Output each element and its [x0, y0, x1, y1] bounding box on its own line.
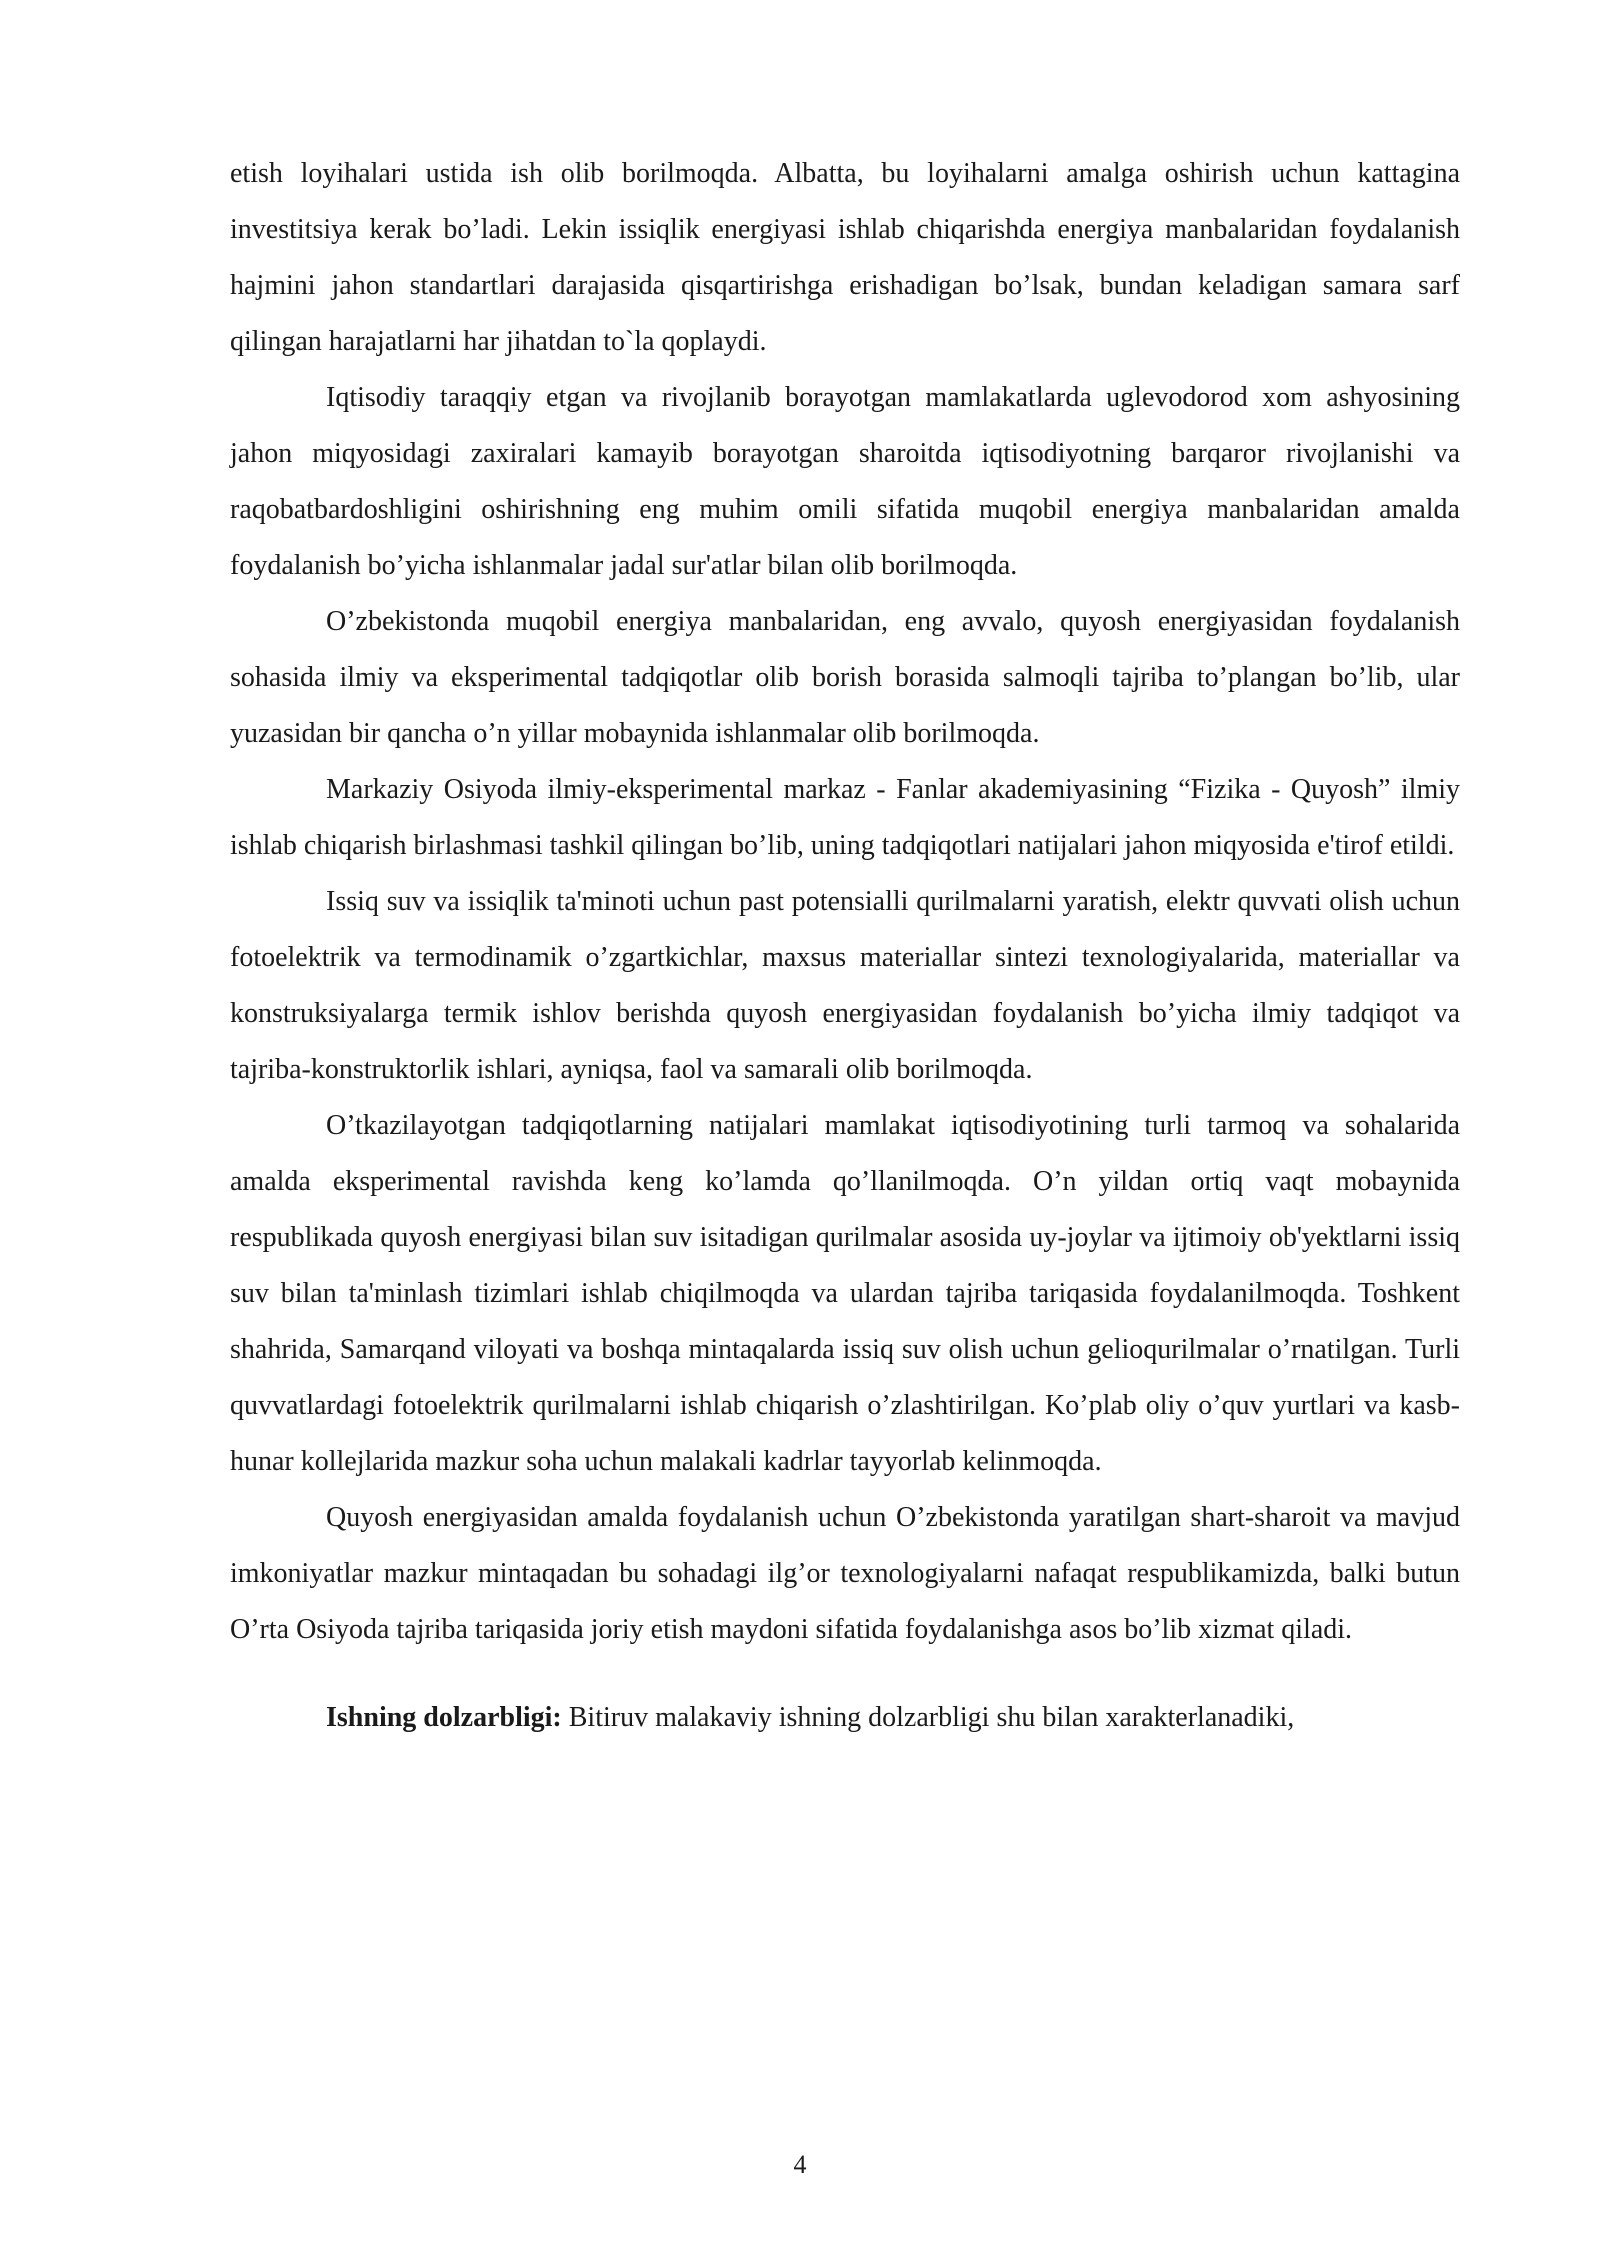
relevance-heading: Ishning dolzarbligi: — [326, 1702, 562, 1733]
paragraph-conditions: Quyosh energiyasidan amalda foydalanish uchun O’zbekistonda yaratilgan shart-sharoit va mavjud imkoniyatlar mazkur mintaqadan bu sohadagi ilg’or texnologiyalarni nafaqat respublikamizda, balki butun O’rta Osiyoda tajriba tariqasida joriy etish maydoni sifatida foydalanishga asos bo’lib xizmat qiladi. — [230, 1502, 1460, 1645]
paragraph-central-asia-center: Markaziy Osiyoda ilmiy-eksperimental markaz - Fanlar akademiyasining “Fizika - Quyosh” ilmiy ishlab chiqarish birlashmasi tashkil qilingan bo’lib, uning tadqiqotlari natijalari jahon miqyosida e'tirof etildi. — [230, 774, 1460, 861]
paragraph-spacer — [230, 1658, 1460, 1690]
page-number: 4 — [793, 2150, 807, 2179]
paragraph-research-results: O’tkazilayotgan tadqiqotlarning natijalari mamlakat iqtisodiyotining turli tarmoq va sohalarida amalda eksperimental ravishda keng ko’lamda qo’llanilmoqda. O’n yildan ortiq vaqt mobaynida respublikada quyosh energiyasi bilan suv isitadigan qurilmalar asosida uy-joylar va ijtimoiy ob'yektlarni issiq suv bilan ta'minlash tizimlari ishlab chiqilmoqda va ulardan tajriba tariqasida foydalanilmoqda. Toshkent shahrida, Samarqand viloyati va boshqa mintaqalarda issiq suv olish uchun gelioqurilmalar o’rnatilgan. Turli quvvatlardagi fotoelektrik qurilmalarni ishlab chiqarish o’zlashtirilgan. Ko’plab oliy o’quv yurtlari va kasb-hunar kollejlarida mazkur soha uchun malakali kadrlar tayyorlab kelinmoqda. — [230, 1110, 1460, 1477]
paragraph-installations: Issiq suv va issiqlik ta'minoti uchun past potensialli qurilmalarni yaratish, elektr quvvati olish uchun fotoelektrik va termodinamik o’zgartkichlar, maxsus materiallar sintezi texnologiyalarida, materiallar va konstruksiyalarga termik ishlov berishda quyosh energiyasidan foydalanish bo’yicha ilmiy tadqiqot va tajriba-konstruktorlik ishlari, ayniqsa, faol va samarali olib borilmoqda. — [230, 886, 1460, 1085]
paragraph-relevance — [230, 1690, 1460, 1746]
relevance-text: Bitiruv malakaviy ishning dolzarbligi shu bilan xarakterlanadiki, — [561, 1702, 1295, 1733]
document-body — [230, 146, 1460, 1746]
paragraph-economic-development: Iqtisodiy taraqqiy etgan va rivojlanib borayotgan mamlakatlarda uglevodorod xom ashyosining jahon miqyosidagi zaxiralari kamayib borayotgan sharoitda iqtisodiyotning barqaror rivojlanishi va raqobatbardoshligini oshirishning eng muhim omili sifatida muqobil energiya manbalaridan amalda foydalanish bo’yicha ishlanmalar jadal sur'atlar bilan olib borilmoqda. — [230, 382, 1460, 581]
paragraph-uzbekistan-research: O’zbekistonda muqobil energiya manbalaridan, eng avvalo, quyosh energiyasidan foydalanish sohasida ilmiy va eksperimental tadqiqotlar olib borish borasida salmoqli tajriba to’plangan bo’lib, ular yuzasidan bir qancha o’n yillar mobaynida ishlanmalar olib borilmoqda. — [230, 606, 1460, 749]
paragraph-continuation: etish loyihalari ustida ish olib borilmoqda. Albatta, bu loyihalarni amalga oshirish uchun kattagina investitsiya kerak bo’ladi. Lekin issiqlik energiyasi ishlab chiqarishda energiya manbalaridan foydalanish hajmini jahon standartlari darajasida qisqartirishga erishadigan bo’lsak, bundan keladigan samara sarf qilingan harajatlarni har jihatdan to`la qoplaydi. — [230, 158, 1460, 357]
